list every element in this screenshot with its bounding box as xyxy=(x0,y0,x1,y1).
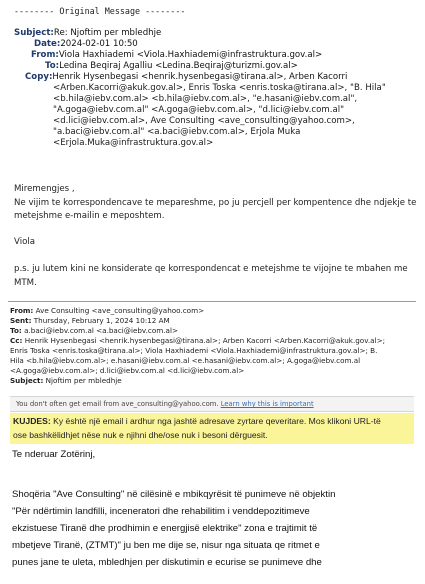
reply-line: metejshme e-mailin e meposhtem. xyxy=(14,211,165,221)
fwd-to xyxy=(10,326,178,336)
subject-value: Re: Njoftim per mbledhje xyxy=(53,28,162,38)
reply-greeting: Miremengjes , xyxy=(14,184,75,194)
fwd-subject xyxy=(10,376,122,386)
external-sender-notice xyxy=(10,396,414,412)
header-copy xyxy=(25,72,347,83)
header-subject xyxy=(14,28,161,39)
fwd-to-value[interactable]: a.baci@iebv.com.al <a.baci@iebv.com.al> xyxy=(24,326,178,335)
header-from xyxy=(31,50,322,61)
letter-line: ekzistuese Tiranë dhe prodhimin e energjisë elektrike" zona e trajtimit të xyxy=(12,523,318,534)
warning-text: Ky është një email i ardhur nga jashtë adresave zyrtare qeveritare. Mos klikoni URL-të xyxy=(50,416,381,426)
to-value[interactable]: Ledina Beqiraj Agalliu <Ledina.Beqiraj@turizmi.gov.al> xyxy=(59,61,298,71)
copy-line[interactable]: Henrik Hysenbegasi <henrik.hysenbegasi@tirana.al>, Arben Kacorri xyxy=(52,72,348,82)
learn-why-link[interactable]: Learn why this is important xyxy=(220,400,314,408)
fwd-cc-line[interactable]: Hila <b.hila@iebv.com.al>; e.hasani@iebv.com.al <e.hasani@iebv.com.al>; A.goga@iebv.com.al xyxy=(10,356,361,365)
notice-text-row xyxy=(16,400,314,408)
fwd-sent-value: Thursday, February 1, 2024 10:12 AM xyxy=(33,316,170,325)
header-to xyxy=(45,61,298,72)
copy-line[interactable]: "A.goga@iebv.com.al" <A.goga@iebv.com.al>, "d.lici@iebv.com.al" xyxy=(53,105,345,115)
header-date xyxy=(34,39,138,50)
letter-line: "Për ndërtimin landfilli, inceneratori dhe rehabilitim i venddepozitimeve xyxy=(12,506,310,517)
date-label: Date: xyxy=(34,39,61,49)
reply-signature: Viola xyxy=(14,237,35,247)
copy-line[interactable]: <Arben.Kacorri@akuk.gov.al>, Enris Toska <enris.toska@tirana.al>, "B. Hila" xyxy=(53,83,386,93)
fwd-from xyxy=(10,306,204,316)
notice-text: You don't often get email from ave_consulting@yahoo.com. xyxy=(16,400,219,408)
warning-line xyxy=(13,416,381,426)
warning-label: KUJDES: xyxy=(13,416,51,426)
from-value[interactable]: Viola Haxhiademi <Viola.Haxhiademi@infrastruktura.gov.al> xyxy=(58,50,323,60)
warning-line: ose bashkëlidhjet nëse nuk e njihni dhe/ose nuk i besoni dërguesit. xyxy=(13,430,268,440)
letter-line: punes jane te uleta, mbledhjen per diskutimin e ecurise se punimeve dhe xyxy=(12,557,322,568)
letter-salutation: Te nderuar Zotërinj, xyxy=(12,449,96,460)
reply-ps: p.s. ju lutem kini ne konsiderate qe korrespondencat e metejshme te vijojne te mbahen me xyxy=(14,264,408,274)
copy-label: Copy: xyxy=(25,72,53,82)
copy-line[interactable]: "a.baci@iebv.com.al" <a.baci@iebv.com.al>, Erjola Muka xyxy=(53,127,301,137)
letter-line: mbetjeve Tiranë, (ZTMT)" ju ben me dije se, nisur nga situata qe ritmet e xyxy=(12,540,320,551)
reply-line: Ne vijim te korrespondencave te mepareshme, po ju percjell per kompentence dhe ndjekje te xyxy=(14,198,417,208)
copy-line[interactable]: <Erjola.Muka@infrastruktura.gov.al> xyxy=(53,138,214,148)
copy-line[interactable]: <d.lici@iebv.com.al>, Ave Consulting <ave_consulting@yahoo.com>, xyxy=(53,116,355,126)
copy-line[interactable]: <b.hila@iebv.com.al> <b.hila@iebv.com.al>, "e.hasani@iebv.com.al", xyxy=(53,94,358,104)
fwd-cc xyxy=(10,336,385,346)
fwd-cc-label: Cc: xyxy=(10,336,23,345)
letter-line: Shoqëria "Ave Consulting" në cilësinë e mbikqyrësit të punimeve në objektin xyxy=(12,489,336,500)
to-label: To: xyxy=(45,61,60,71)
external-email-warning xyxy=(10,413,414,444)
reply-ps: MTM. xyxy=(14,278,37,288)
subject-label: Subject: xyxy=(14,28,54,38)
fwd-from-label: From: xyxy=(10,306,34,315)
from-label: From: xyxy=(31,50,59,60)
fwd-cc-line[interactable]: Enris Toska <enris.toska@tirana.al>; Viola Haxhiademi <Viola.Haxhiademi@infrastruktura.gov.al>; B. xyxy=(10,346,378,355)
fwd-subject-label: Subject: xyxy=(10,376,44,385)
fwd-sent xyxy=(10,316,170,326)
fwd-cc-line[interactable]: Henrik Hysenbegasi <henrik.hysenbegasi@tirana.al>; Arben Kacorri <Arben.Kacorri@akuk.gov.al>; xyxy=(24,336,386,345)
fwd-from-value[interactable]: Ave Consulting <ave_consulting@yahoo.com> xyxy=(35,306,205,315)
fwd-to-label: To: xyxy=(10,326,22,335)
original-message-divider: -------- Original Message -------- xyxy=(14,6,186,16)
fwd-subject-value: Njoftim per mbledhje xyxy=(45,376,122,385)
fwd-sent-label: Sent: xyxy=(10,316,32,325)
fwd-cc-line[interactable]: <A.goga@iebv.com.al>; d.lici@iebv.com.al <d.lici@iebv.com.al> xyxy=(10,366,245,375)
date-value: 2024-02-01 10:50 xyxy=(60,39,138,49)
separator-line xyxy=(8,301,416,302)
